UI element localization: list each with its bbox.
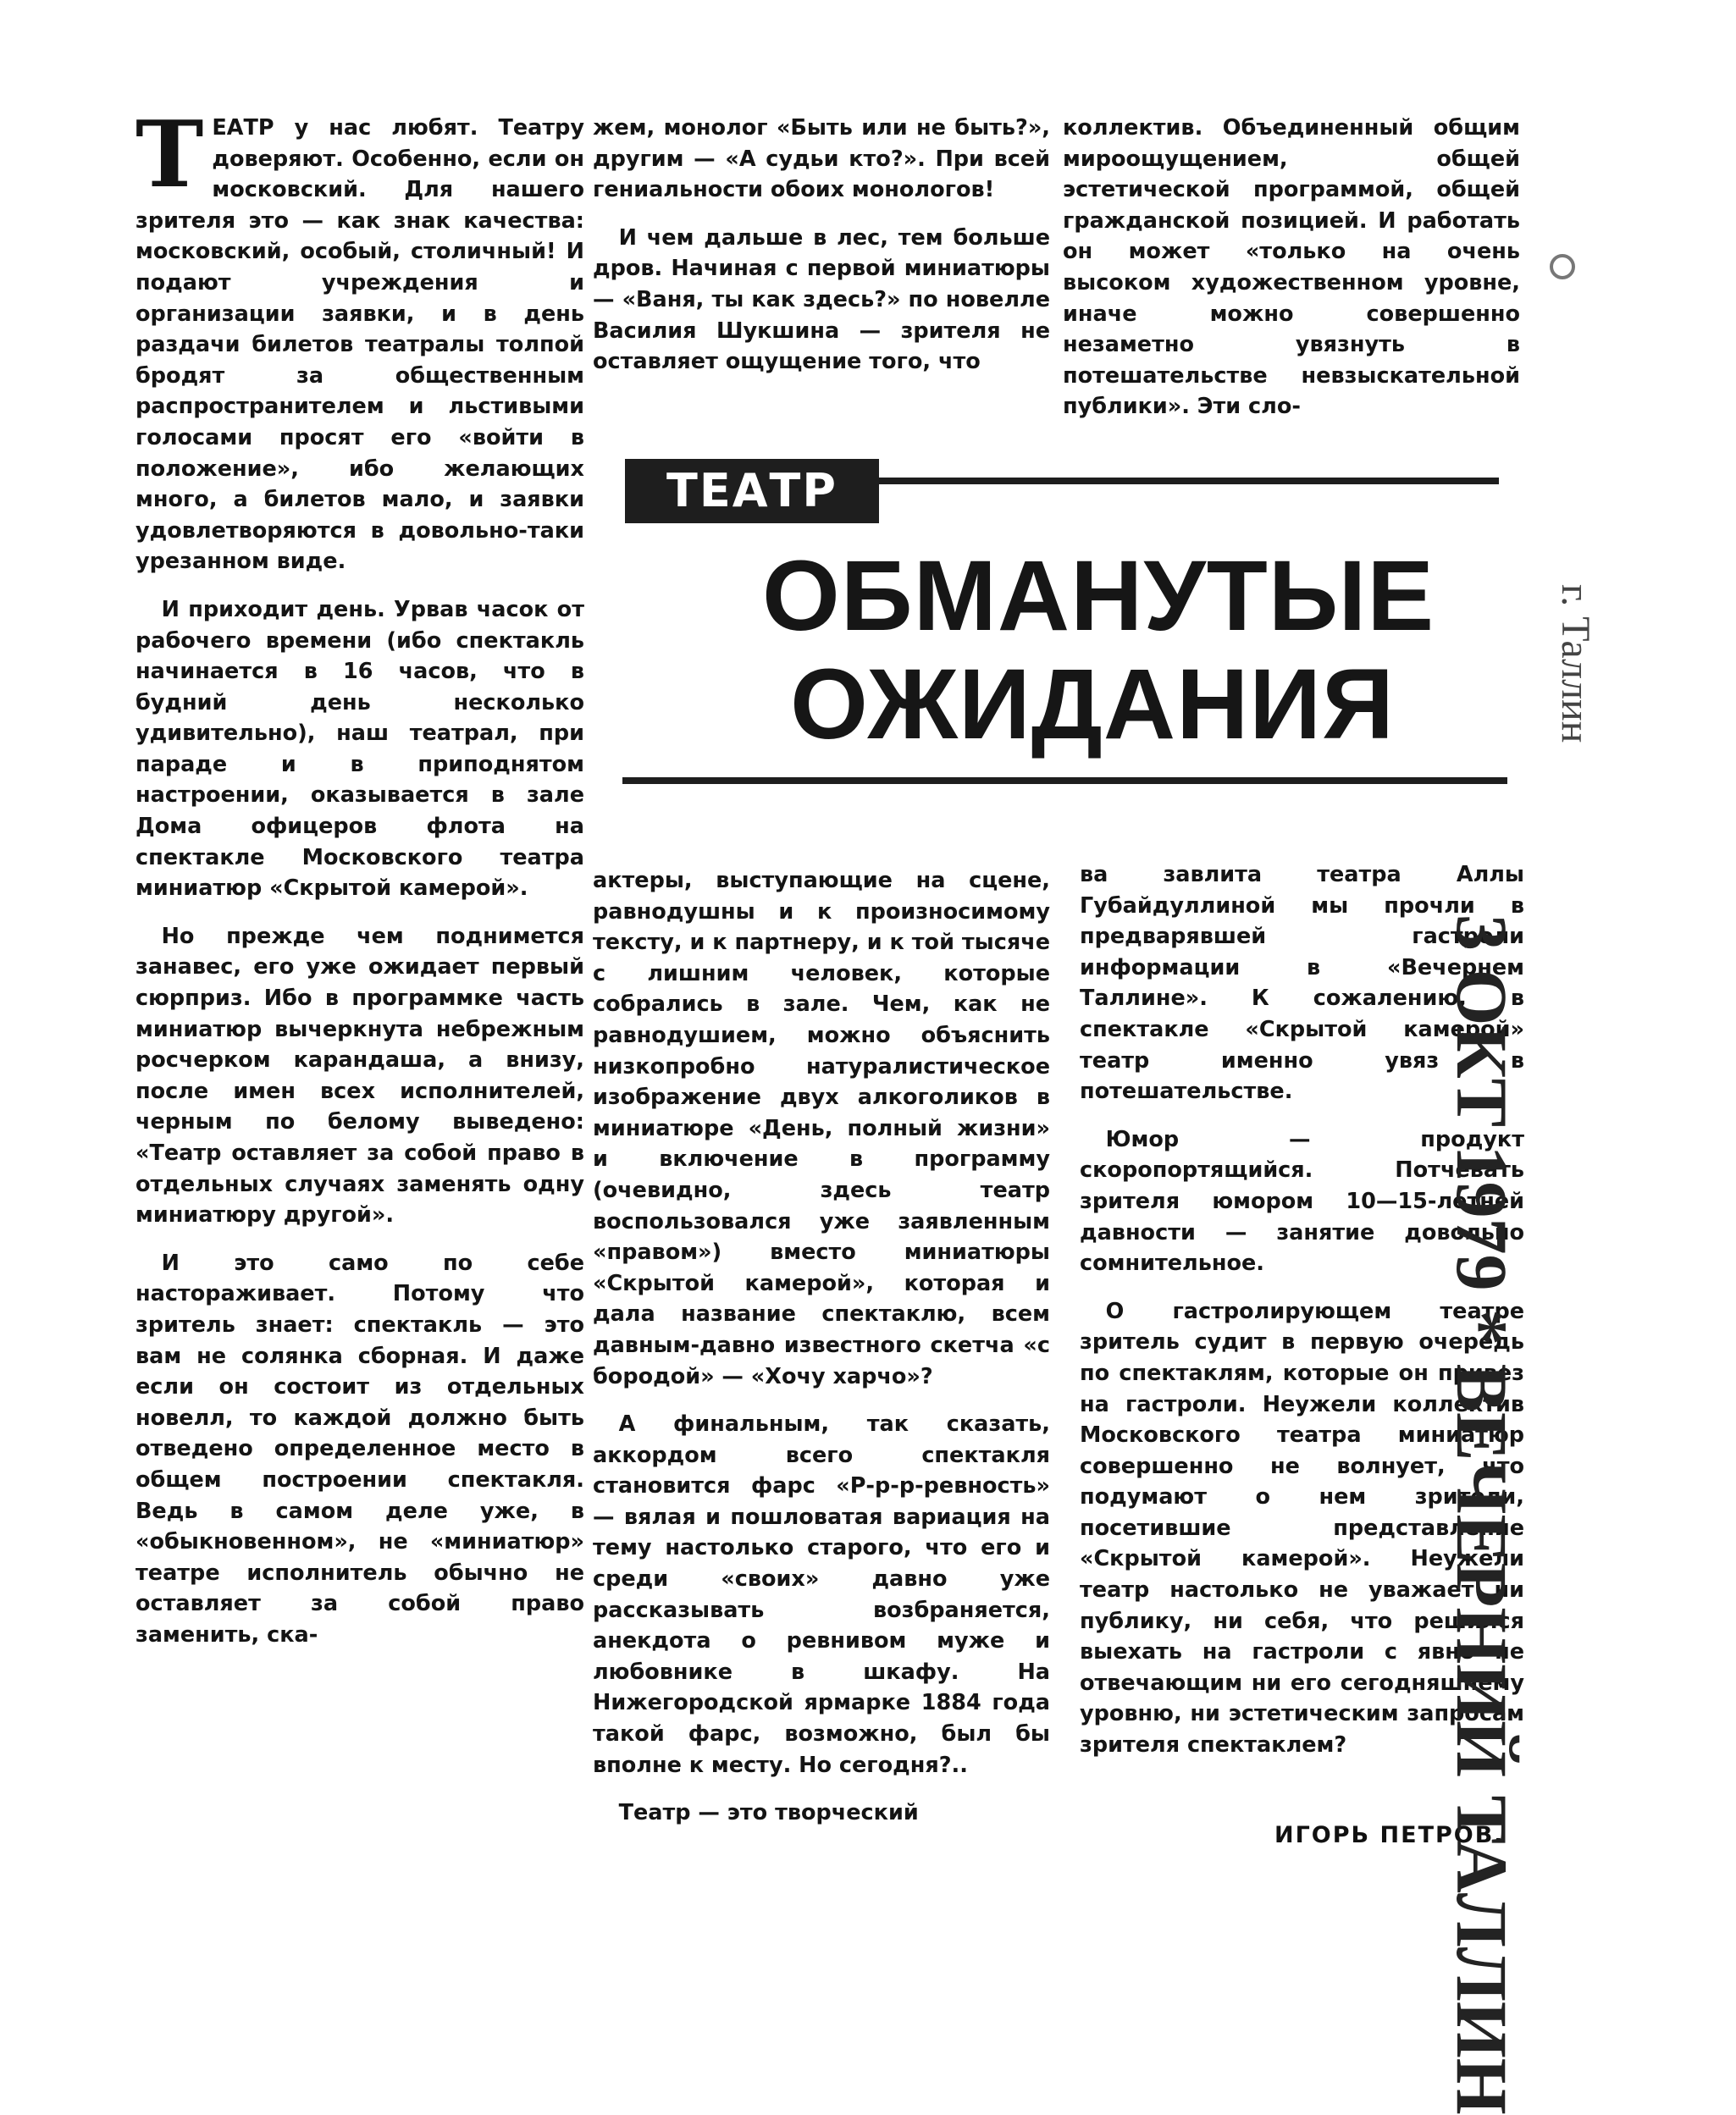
section-rubric: ТЕАТР — [625, 459, 879, 523]
paragraph: коллектив. Объединенный общим мироощущением, общей эстетической программой, общей гражданской позицией. И работать он может «только на очень высоком художественном уровне, иначе можно совершенно незаметно увязнуть в потешательстве невзыскательной публики». Эти сло- — [1063, 115, 1520, 420]
column-3-top — [1063, 113, 1520, 439]
stamp-mark-icon — [1550, 254, 1575, 279]
paragraph: И чем дальше в лес, тем больше дров. Начиная с первой миниатюры — «Ваня, ты как здесь?» по новелле Василия Шукшина — зрителя не оставляет ощущение того, что — [593, 224, 1050, 375]
paragraph: актеры, выступающие на сцене, равнодушны и к произносимому тексту, и к партнеру, и к той тысяче с лишним человек, которые собрались в зале. Чем, как не равнодушием, можно объяснить низкопробно натуралистическое изображение двух алкоголиков в миниатюре «День, полный жизни» и включение в программу (очевидно, здесь театр воспользовался уже заявленным «правом») вместо миниатюры «Скрытой камерой», которая и дала название спектаклю, всем давным-давно известного скетча «с бородой» — «Хочу харчо»? — [593, 868, 1050, 1389]
paragraph: И это само по себе настораживает. Потому что зритель знает: спектакль — это вам не солянка сборная. И даже если он состоит из отдельных новелл, то каждой должно быть отведено определенное место в общем построении спектакля. Ведь в самом деле уже, в «обыкновенном», не «миниатюр» театре исполнитель обычно не оставляет за собой право заменить, ска- — [135, 1250, 584, 1648]
paragraph — [135, 102, 584, 577]
paragraph: жем, монолог «Быть или не быть?», другим — «А судьи кто?». При всей гениальности обоих монологов! — [593, 115, 1050, 203]
rule-bottom — [622, 777, 1507, 784]
paragraph: Театр — это творческий — [618, 1800, 919, 1826]
column-1 — [135, 102, 584, 1668]
headline-line-2: ОЖИДАНИЯ — [790, 649, 1395, 760]
date-stamp: 3 ОКТ 1979 * ВЕЧЕРНИЙ ТАЛЛИН — [1441, 914, 1523, 2115]
place-stamp: г. Таллин — [1553, 584, 1598, 743]
headline — [762, 540, 1435, 760]
paragraph-text: ЕАТР у нас любят. Театру доверяют. Особенно, если он московский. Для нашего зрителя это — как знак качества: московский, особый, столичный! И подают учреждения и организации заявки, и в день раздачи билетов театралы толпой бродят за общественным распространителем и льстивыми голосами просят его «войти в положение», ибо желающих много, а билетов мало, и заявки удовлетворяются в довольно-таки урезанном виде. — [135, 115, 584, 575]
paragraph: Юмор — продукт скоропортящийся. Потчевать зрителя юмором 10—15-летней давности — занятие довольно сомнительное. — [1080, 1126, 1524, 1277]
paragraph: О гастролирующем театре зритель судит в первую очередь по спектаклям, которые он привез на гастроли. Неужели коллектив Московского театра миниатюр совершенно не волнует, что подумают о нем зрители, посетившие представление «Скрытой камерой». Неужели театр настолько не уважает ни публику, ни себя, что решился выехать на гастроли с явно не отвечающим ни его сегодняшнему уровню, ни эстетическим запросам зрителя спектаклем? — [1080, 1298, 1524, 1759]
drop-cap: Т — [135, 102, 204, 208]
rule-top — [872, 478, 1499, 484]
headline-line-1: ОБМАНУТЫЕ — [762, 540, 1435, 652]
paragraph: А финальным, так сказать, аккордом всего спектакля становится фарс «Р-р-р-ревность» — вялая и пошловатая вариация на тему настолько старого, что его и среди «своих» давно уже рассказывать возбраняется, анекдота о ревнивом муже и любовнике в шкафу. На Нижегородской ярмарке 1884 года такой фарс, возможно, был бы вполне к месту. Но сегодня?.. — [593, 1411, 1050, 1778]
column-2-top — [593, 113, 1050, 395]
paragraph: ва завлита театра Аллы Губайдуллиной мы прочли в предварявшей гастроли информации в «Вечернем Таллине». К сожалению, в спектакле «Скрытой камерой» театр именно увяз в потешательстве. — [1080, 862, 1524, 1105]
author-signature: ИГОРЬ ПЕТРОВ. — [1274, 1822, 1505, 1848]
paragraph: Но прежде чем поднимется занавес, его уже ожидает первый сюрприз. Ибо в программке часть миниатюр вычеркнута небрежным росчерком карандаша, а внизу, после имен всех исполнителей, черным по белому выведено: «Театр оставляет за собой право в отдельных случаях заменять одну миниатюру другой». — [135, 923, 584, 1229]
column-2-bottom — [593, 865, 1050, 1846]
paragraph: И приходит день. Урвав часок от рабочего времени (ибо спектакль начинается в 16 часов, что в будний день несколько удивительно), наш театрал, при параде и в приподнятом настроении, оказывается в зале Дома офицеров флота на спектакле Московского театра миниатюр «Скрытой камерой». — [135, 596, 584, 902]
